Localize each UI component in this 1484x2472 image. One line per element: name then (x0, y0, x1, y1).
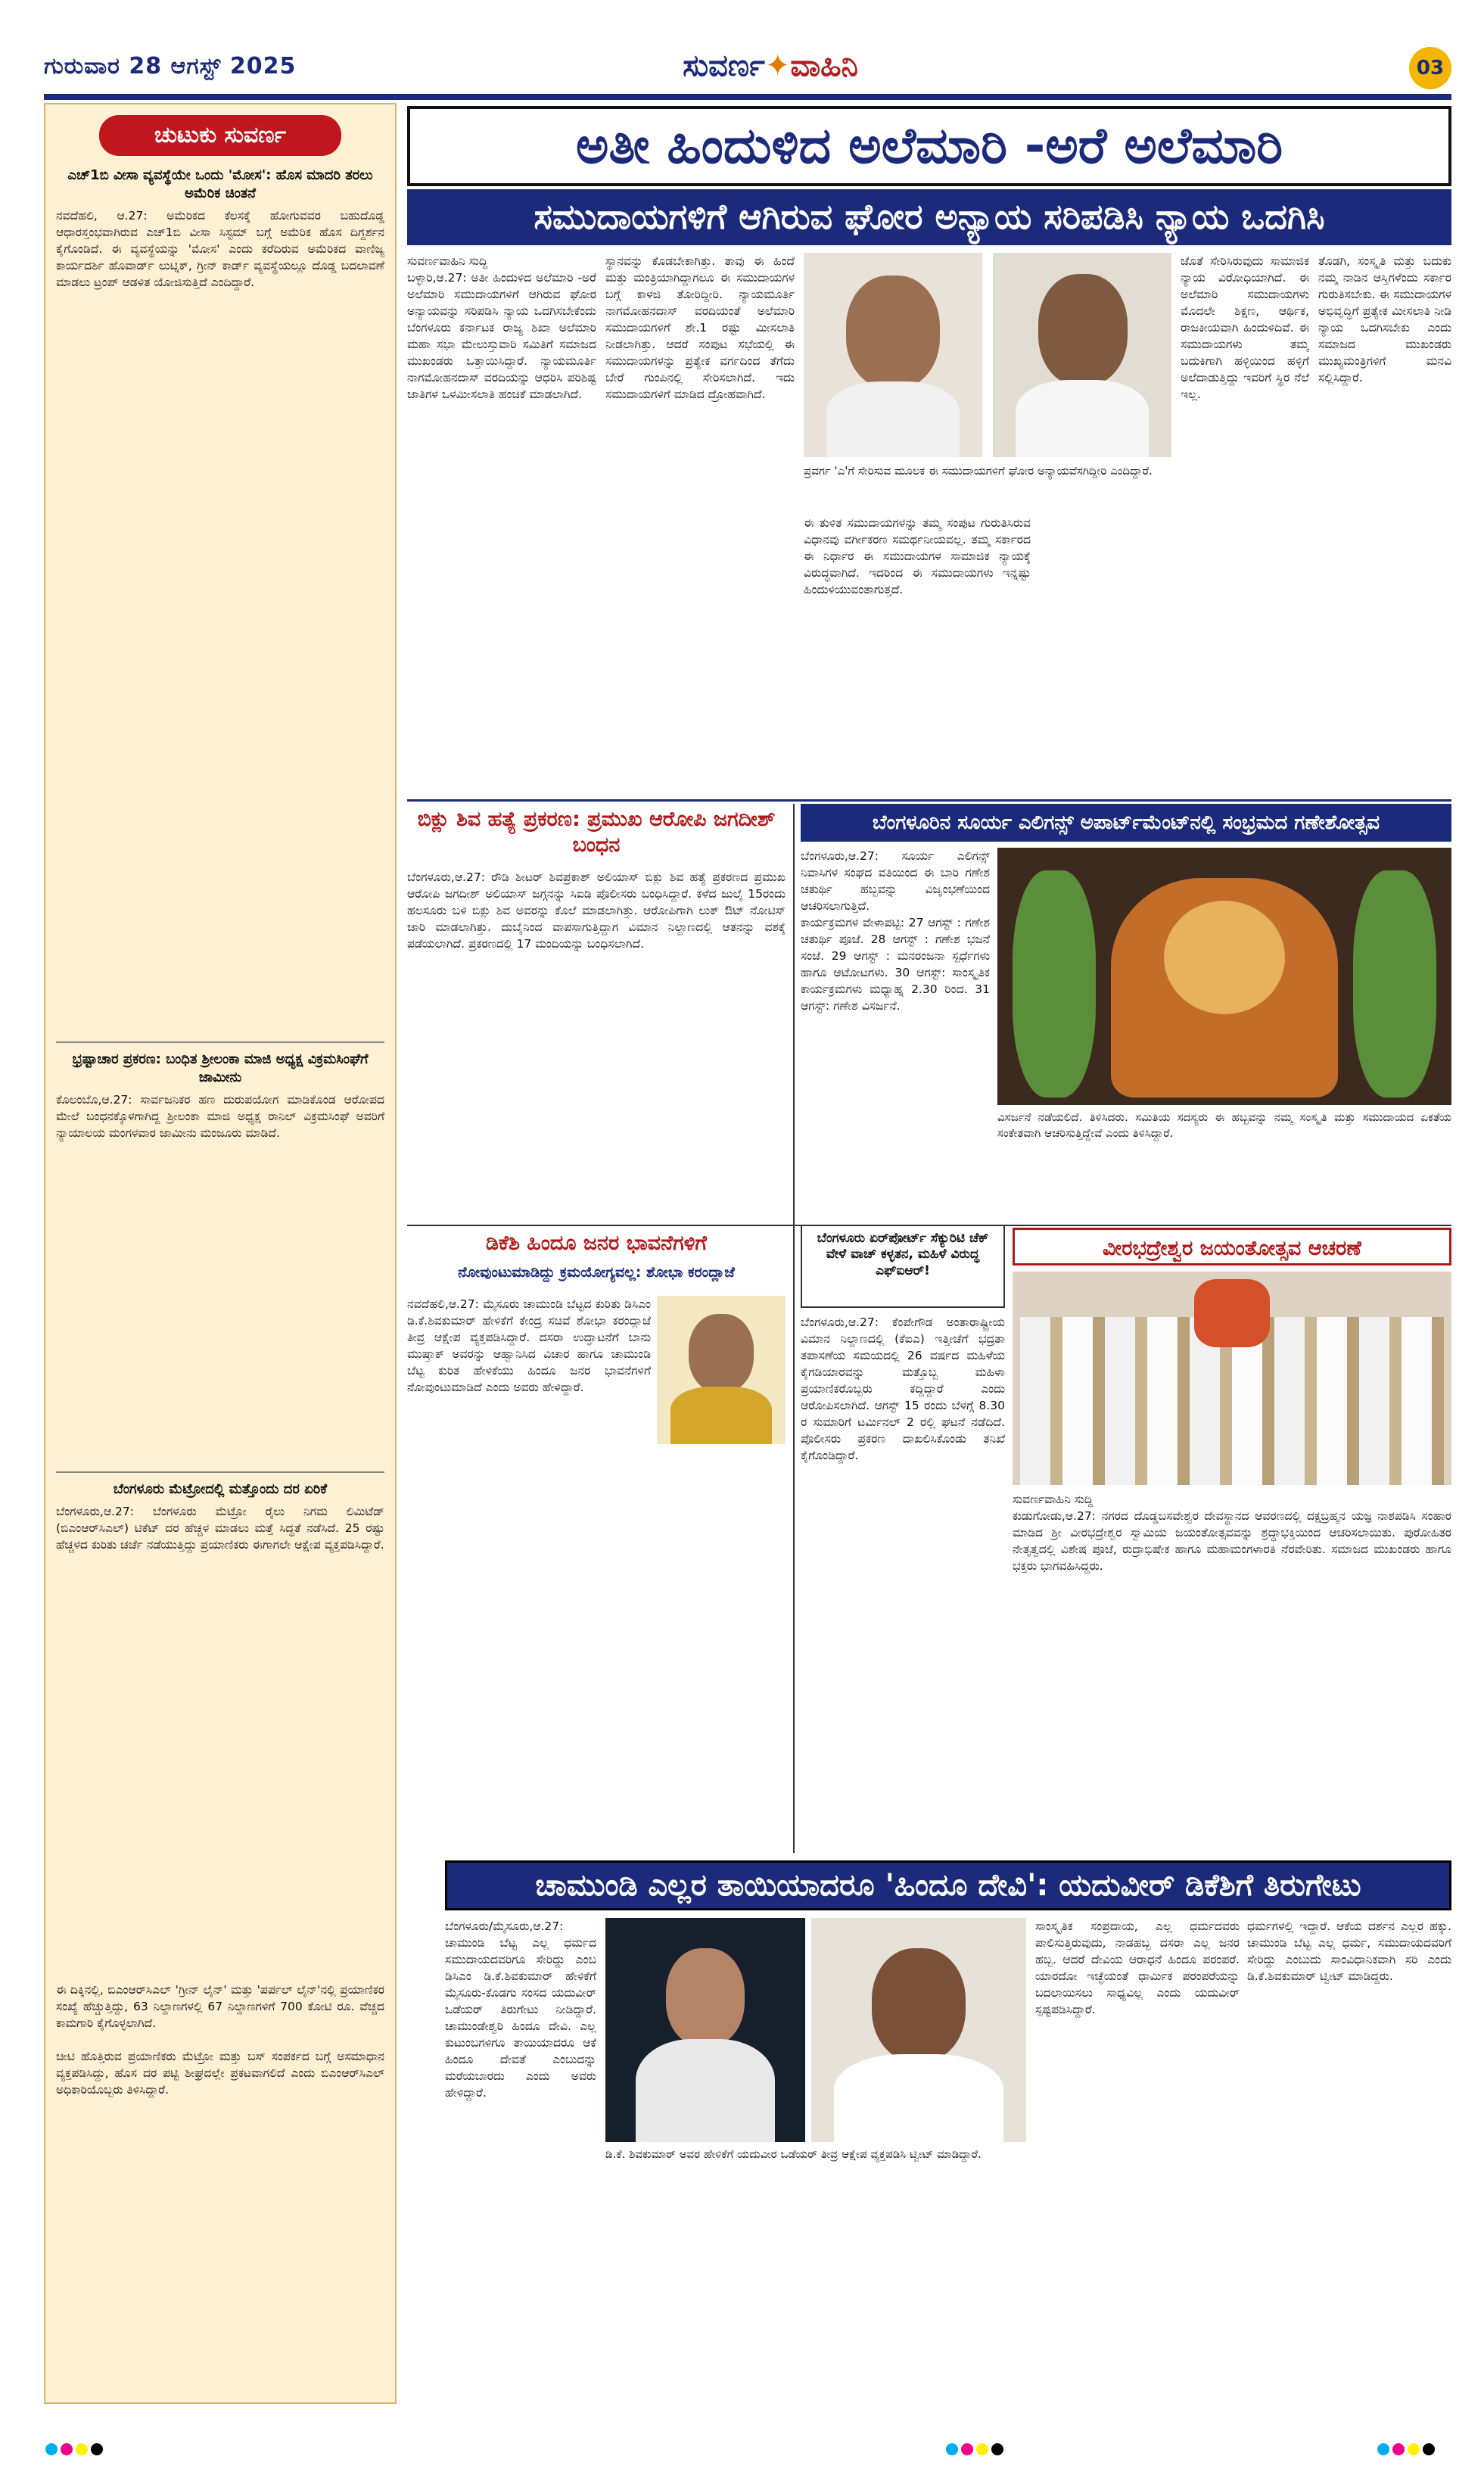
section-rule (407, 799, 1451, 802)
divider (56, 1041, 384, 1043)
left-article-1-headline: ಎಚ್‌1ಬಿ ವೀಸಾ ವ್ಯವಸ್ಥೆಯೇ ಒಂದು 'ಮೋಸ': ಹೊಸ ಮಾದರಿ ತರಲು ಅಮೆರಿಕ ಚಿಂತನೆ (67, 167, 373, 201)
ganesha-body: ಬೆಂಗಳೂರು,ಆ.27: ಸೂರ್ಯ ಎಲಿಗನ್ಸ್ ನಿವಾಸಿಗಳ ಸಂಘದ ವತಿಯಿಂದ ಈ ಬಾರಿ ಗಣೇಶ ಚತುರ್ಥಿ ಹಬ್ಬವನ್ನು ವಿಜೃಂಭಣೆಯಿಂದ ಆಚರಿಸಲಾಗುತ್ತಿದೆ. ಕಾರ್ಯಕ್ರಮಗಳ ವೇಳಾಪಟ್ಟಿ: 27 ಆಗಸ್ಟ್ : ಗಣೇಶ ಚತುರ್ಥಿ ಪೂಜೆ. 28 ಆಗಸ್ಟ್ : ಗಣೇಶ ಭಜನೆ ಸಂಜೆ. 29 ಆಗಸ್ಟ್ : ಮನರಂಜನಾ ಸ್ಪರ್ಧೆಗಳು ಹಾಗೂ ಆಟೋಟಗಳು. 30 ಆಗಸ್ಟ್: ಸಾಂಸ್ಕೃತಿಕ ಕಾರ್ಯಕ್ರಮಗಳು ಮಧ್ಯಾಹ್ನ 2.30 ರಿಂದ. 31 ಆಗಸ್ಟ್: ಗಣೇಶ ವಿಸರ್ಜನೆ. (801, 849, 990, 1013)
divider (56, 1471, 384, 1473)
shiva-case-body: ಬೆಂಗಳೂರು,ಆ.27: ರೌಡಿ ಶೀಟರ್ ಶಿವಪ್ರಕಾಶ್ ಅಲಿಯಾಸ್ ಬಿಕ್ಲು ಶಿವ ಹತ್ಯೆ ಪ್ರಕರಣದ ಪ್ರಮುಖ ಆರೋಪಿ ಜಗದೀಶ್ ಅಲಿಯಾಸ್ ಜಗ್ಗನನ್ನು ಸಿಐಡಿ ಪೊಲೀಸರು ಬಂಧಿಸಿದ್ದಾರೆ. ಕಳೆದ ಜುಲೈ 15ರಂದು ಹಲಸೂರು ಬಳಿ ಬಿಕ್ಲು ಶಿವ ಅವರನ್ನು ಕೊಲೆ ಮಾಡಲಾಗಿತ್ತು. ಆರೋಪಿಗಾಗಿ ಲುಕ್ ಔಟ್ ನೋಟಿಸ್ ಜಾರಿ ಮಾಡಲಾಗಿತ್ತು. ದುಬೈನಿಂದ ವಾಪಸಾಗುತ್ತಿದ್ದಾಗ ವಿಮಾನ ನಿಲ್ದಾಣದಲ್ಲಿ ಆತನನ್ನು ವಶಕ್ಕೆ ಪಡೆಯಲಾಗಿದೆ. ಪ್ರಕರಣದಲ್ಲಿ 17 ಮಂದಿಯನ್ನು ಬಂಧಿಸಲಾಗಿದೆ. (407, 870, 786, 951)
cyan-dot-icon (946, 2443, 958, 2455)
airport-headline: ಬೆಂಗಳೂರು ಏರ್‌ಪೋರ್ಟ್ ಸೆಕ್ಯುರಿಟಿ ಚೆಕ್ ವೇಳೆ ವಾಚ್ ಕಳ್ಳತನ, ಮಹಿಳೆ ವಿರುದ್ಧ ಎಫ್‌ಐಆರ್! (801, 1225, 1005, 1308)
main-column-2: ಸ್ಥಾನವನ್ನು ಕೊಡಬೇಕಾಗಿತ್ತು. ತಾವು ಈ ಹಿಂದೆ ಮತ್ತು ಮಂತ್ರಿಯಾಗಿದ್ದಾಗಲೂ ಈ ಸಮುದಾಯಗಳ ಬಗ್ಗೆ ಕಾಳಜಿ ತೋರಿದ್ದೀರಿ. ನ್ಯಾಯಮೂರ್ತಿ ನಾಗಮೋಹನದಾಸ್ ವರದಿಯಂತೆ ಅಲೆಮಾರಿ ಸಮುದಾಯಗಳಿಗೆ ಶೇ.1 ರಷ್ಟು ಮೀಸಲಾತಿ ನೀಡಲಾಗಿತ್ತು. ಆದರೆ ಸಂಪುಟ ಸಭೆಯಲ್ಲಿ ಈ ಸಮುದಾಯಗಳನ್ನು ಪ್ರತ್ಯೇಕ ವರ್ಗದಿಂದ ತೆಗೆದು ಬೇರೆ ಗುಂಪಿನಲ್ಲಿ ಸೇರಿಸಲಾಗಿದೆ. ಇದು ಸಮುದಾಯಗಳಿಗೆ ಮಾಡಿದ ದ್ರೋಹವಾಗಿದೆ. (605, 254, 795, 401)
deity-icon (1194, 1279, 1270, 1347)
left-article-3-headline: ಬೆಂಗಳೂರು ಮೆಟ್ರೋದಲ್ಲಿ ಮತ್ತೊಂದು ದರ ಏರಿಕೆ (113, 1481, 328, 1497)
bottom-headline: ಚಾಮುಂಡಿ ಎಲ್ಲರ ತಾಯಿಯಾದರೂ 'ಹಿಂದೂ ದೇವಿ': ಯದುವೀರ್ ಡಿಕೆಶಿಗೆ ತಿರುಗೇಟು (445, 1860, 1451, 1910)
masthead (44, 47, 1451, 94)
column-divider (793, 804, 795, 1853)
black-dot-icon (991, 2443, 1003, 2455)
main-column-3: ಈ ತುಳಿತ ಸಮುದಾಯಗಳನ್ನು ತಮ್ಮ ಸಂಪುಟ ಗುರುತಿಸಿರುವ ವಿಧಾನವು ವರ್ಗೀಕರಣ ಸಮರ್ಥನೀಯವಲ್ಲ. ತಮ್ಮ ಸರ್ಕಾರದ ಈ ನಿರ್ಧಾರ ಈ ಸಮುದಾಯಗಳ ಸಾಮಾಜಿಕ ನ್ಯಾಯಕ್ಕೆ ವಿರುದ್ಧವಾಗಿದೆ. ಇದರಿಂದ ಈ ಸಮುದಾಯಗಳು ಇನ್ನಷ್ಟು ಹಿಂದುಳಿಯುವಂತಾಗುತ್ತದೆ. (804, 516, 1031, 596)
left-article-2-body: ಕೊಲಂಬೊ,ಆ.27: ಸಾರ್ವಜನಿಕರ ಹಣ ದುರುಪಯೋಗ ಮಾಡಿಕೊಂಡ ಆರೋಪದ ಮೇಲೆ ಬಂಧನಕ್ಕೊಳಗಾಗಿದ್ದ ಶ್ರೀಲಂಕಾ ಮಾಜಿ ಅಧ್ಯಕ್ಷ ರಾನಿಲ್ ವಿಕ್ರಮಸಿಂಘೆ ಅವರಿಗೆ ನ್ಯಾಯಾಲಯ ಮಂಗಳವಾರ ಜಾಮೀನು ಮಂಜೂರು ಮಾಡಿದೆ. (56, 1093, 384, 1140)
main-column-4: ಜೊತೆ ಸೇರಿಸಿರುವುದು ಸಾಮಾಜಿಕ ನ್ಯಾಯ ವಿರೋಧಿಯಾಗಿದೆ. ಈ ಅಲೆಮಾರಿ ಸಮುದಾಯಗಳು ಮೊದಲೇ ಶಿಕ್ಷಣ, ಆರ್ಥಿಕ, ರಾಜಕೀಯವಾಗಿ ಹಿಂದುಳಿದಿವೆ. ಈ ಸಮುದಾಯಗಳು ತಮ್ಮ ಬದುಕಿಗಾಗಿ ಹಳ್ಳಿಯಿಂದ ಹಳ್ಳಿಗೆ ಅಲೆದಾಡುತ್ತಿದ್ದು ಇವರಿಗೆ ಸ್ಥಿರ ನೆಲೆ ಇಲ್ಲ. (1181, 254, 1309, 401)
bottom-column-2 (605, 2186, 810, 2440)
veera-headline: ವೀರಭದ್ರೇಶ್ವರ ಜಯಂತೋತ್ಸವ ಆಚರಣೆ (1013, 1228, 1451, 1266)
black-dot-icon (1423, 2443, 1435, 2455)
issue-date: ಗುರುವಾರ 28 ಆಗಸ್ಟ್ 2025 (44, 53, 297, 79)
main-headline: ಅತೀ ಹಿಂದುಳಿದ ಅಲೆಮಾರಿ -ಅರೆ ಅಲೆಮಾರಿ (407, 106, 1451, 186)
main-photo-caption: ಪ್ರವರ್ಗ 'ಎ'ಗೆ ಸೇರಿಸುವ ಮೂಲಕ ಈ ಸಮುದಾಯಗಳಿಗೆ ಘೋರ ಅನ್ಯಾಯವೆಸಗಿದ್ದೀರಿ ಎಂದಿದ್ದಾರೆ. (804, 464, 1153, 478)
yaduveer-photo (605, 1918, 805, 2142)
veera-body: ಸುವರ್ಣವಾಹಿನಿ ಸುದ್ದಿ ಕುಡುಗೋಡು,ಆ.27: ನಗರದ ದೊಡ್ಡಬಸವೇಶ್ವರ ದೇವಸ್ಥಾನದ ಆವರಣದಲ್ಲಿ ದಕ್ಷಬ್ರಹ್ಮನ ಯಜ್ಞ ನಾಶಪಡಿಸಿ ಸಂಹಾರ ಮಾಡಿದ ಶ್ರೀ ವೀರಭದ್ರೇಶ್ವರ ಸ್ವಾಮಿಯ ಜಯಂತೋತ್ಸವವನ್ನು ಶ್ರದ್ಧಾಭಕ್ತಿಯಿಂದ ಆಚರಿಸಲಾಯಿತು. ಪುರೋಹಿತರ ನೇತೃತ್ವದಲ್ಲಿ ವಿಶೇಷ ಪೂಜೆ, ರುದ್ರಾಭಿಷೇಕ ಹಾಗೂ ಮಹಾಮಂಗಳಾರತಿ ನೆರವೇರಿತು. ಸಮಾಜದ ಮುಖಂಡರು ಹಾಗೂ ಭಕ್ತರು ಭಾಗವಹಿಸಿದ್ದರು. (1013, 1493, 1451, 1573)
left-article-4-body: ಈ ದಿಕ್ಕಿನಲ್ಲಿ, ಬಿಎಂಆರ್‌ಸಿಎಲ್ 'ಗ್ರೀನ್ ಲೈನ್' ಮತ್ತು 'ಪರ್ಪಲ್ ಲೈನ್'ನಲ್ಲಿ ಪ್ರಯಾಣಿಕರ ಸಂಖ್ಯೆ ಹೆಚ್ಚುತ್ತಿದ್ದು, 63 ನಿಲ್ದಾಣಗಳಲ್ಲಿ 67 ನಿಲ್ದಾಣಗಳಿಗೆ 700 ಕೋಟಿ ರೂ. ವೆಚ್ಚದ ಕಾಮಗಾರಿ ಕೈಗೊಳ್ಳಲಾಗಿದೆ. ಚೀಟಿ ಹೊತ್ತಿರುವ ಪ್ರಯಾಣಿಕರು ಮೆಟ್ರೋ ಮತ್ತು ಬಸ್ ಸಂಪರ್ಕದ ಬಗ್ಗೆ ಅಸಮಾಧಾನ ವ್ಯಕ್ತಪಡಿಸಿದ್ದು, ಹೊಸ ದರ ಪಟ್ಟಿ ಶೀಘ್ರದಲ್ಲೇ ಪ್ರಕಟವಾಗಲಿದೆ ಎಂದು ಬಿಎಂಆರ್‌ಸಿಎಲ್ ಅಧಿಕಾರಿಯೊಬ್ಬರು ತಿಳಿಸಿದ್ದಾರೆ. (56, 1983, 384, 2097)
portrait-icon (666, 1948, 745, 2047)
decoration-shape (1013, 870, 1096, 1097)
idol-face-shape (1164, 901, 1285, 1014)
shirt-shape (834, 2054, 1003, 2142)
brand-logo-icon: ✦ (764, 48, 791, 83)
newspaper-brand (604, 48, 937, 91)
dk-headline: ಡಿಕೆಶಿ ಹಿಂದೂ ಜನರ ಭಾವನೆಗಳಿಗೆ (485, 1231, 708, 1255)
leader-photo-1 (804, 253, 982, 457)
portrait-icon (846, 276, 940, 389)
ganesha-caption: ವಿಸರ್ಜನೆ ನಡೆಯಲಿದೆ. ತಿಳಿಸಿದರು. ಸಮಿತಿಯ ಸದಸ್ಯರು ಈ ಹಬ್ಬವನ್ನು ನಮ್ಮ ಸಂಸ್ಕೃತಿ ಮತ್ತು ಸಮುದಾಯದ ಏಕತೆಯ ಸಂಕೇತವಾಗಿ ಆಚರಿಸುತ್ತಿದ್ದೇವೆ ಎಂದು ತಿಳಿಸಿದ್ದಾರೆ. (997, 1110, 1451, 1140)
leader-photo-2 (993, 253, 1171, 457)
dk-body: ನವದೆಹಲಿ,ಆ.27: ಮೈಸೂರು ಚಾಮುಂಡಿ ಬೆಟ್ಟದ ಕುರಿತು ಡಿಸಿಎಂ ಡಿ.ಕೆ.ಶಿವಕುಮಾರ್ ಹೇಳಿಕೆಗೆ ಕೇಂದ್ರ ಸಚಿವೆ ಶೋಭಾ ಕರಂದ್ಲಾಜೆ ತೀವ್ರ ಆಕ್ಷೇಪ ವ್ಯಕ್ತಪಡಿಸಿದ್ದಾರೆ. ದಸರಾ ಉದ್ಘಾಟನೆಗೆ ಬಾನು ಮುಷ್ತಾಕ್ ಅವರನ್ನು ಆಹ್ವಾನಿಸಿದ ವಿಚಾರ ಹಾಗೂ ಚಾಮುಂಡಿ ಬೆಟ್ಟ ಕುರಿತ ಹೇಳಿಕೆಯು ಹಿಂದೂ ಜನರ ಭಾವನೆಗಳಿಗೆ ನೋವುಂಟುಮಾಡಿದೆ ಎಂದು ಅವರು ಹೇಳಿದ್ದಾರೆ. (407, 1297, 651, 1394)
left-article-2-headline: ಭ್ರಷ್ಟಾಚಾರ ಪ್ರಕರಣ: ಬಂಧಿತ ಶ್ರೀಲಂಕಾ ಮಾಜಿ ಅಧ್ಯಕ್ಷ ವಿಕ್ರಮಸಿಂಘೆಗೆ ಜಾಮೀನು (72, 1051, 369, 1085)
main-column-3b (1038, 515, 1171, 795)
yellow-dot-icon (1408, 2443, 1420, 2455)
dk-subheadline: ನೋವುಂಟುಮಾಡಿದ್ದು ಕ್ರಮಯೋಗ್ಯವಲ್ಲ: ಶೋಭಾ ಕರಂದ್ಲಾಜೆ (458, 1264, 735, 1281)
registration-marks (946, 2443, 1003, 2455)
bottom-column-4: ಧರ್ಮಗಳಲ್ಲಿ ಇದ್ದಾರೆ. ಆಕೆಯ ದರ್ಶನ ಎಲ್ಲರ ಹಕ್ಕು. ಚಾಮುಂಡಿ ಬೆಟ್ಟ ಎಲ್ಲ ಧರ್ಮ, ಸಮುದಾಯದವರಿಗೆ ಸೇರಿದ್ದು ಎಂಬುದು ಸಾಂವಿಧಾನಿಕವಾಗಿ ಸರಿ ಎಂದು ಡಿ.ಕೆ.ಶಿವಕುಮಾರ್ ಟ್ವೀಟ್ ಮಾಡಿದ್ದರು. (1247, 1919, 1451, 1983)
registration-marks (1377, 2443, 1435, 2455)
portrait-icon (1038, 274, 1128, 386)
registration-marks (45, 2443, 103, 2455)
bottom-photo-caption: ಡಿ.ಕೆ. ಶಿವಕುಮಾರ್ ಅವರ ಹೇಳಿಕೆಗೆ ಯದುವೀರ ಒಡೆಯರ್ ತೀವ್ರ ಆಕ್ಷೇಪ ವ್ಯಕ್ತಪಡಿಸಿ ಟ್ವೀಟ್ ಮಾಡಿದ್ದಾರೆ. (605, 2147, 982, 2161)
veera-group-photo (1013, 1272, 1451, 1485)
main-column-5: ತೊಡಗಿ, ಸಂಸ್ಕೃತಿ ಮತ್ತು ಬದುಕು ನಮ್ಮ ನಾಡಿನ ಆಸ್ತಿಗಳೆಂದು ಸರ್ಕಾರ ಗುರುತಿಸಬೇಕು. ಈ ಸಮುದಾಯಗಳ ಅಭಿವೃದ್ಧಿಗೆ ಪ್ರತ್ಯೇಕ ಮೀಸಲಾತಿ ನೀಡಿ ನ್ಯಾಯ ಒದಗಿಸಬೇಕು ಎಂದು ಸಮಾಜದ ಮುಖಂಡರು ಮುಖ್ಯಮಂತ್ರಿಗಳಿಗೆ ಮನವಿ ಸಲ್ಲಿಸಿದ್ದಾರೆ. (1318, 254, 1451, 384)
black-dot-icon (91, 2443, 103, 2455)
decoration-shape (1353, 870, 1436, 1097)
main-subheadline: ಸಮುದಾಯಗಳಿಗೆ ಆಗಿರುವ ಘೋರ ಅನ್ಯಾಯ ಸರಿಪಡಿಸಿ ನ್ಯಾಯ ಒದಗಿಸಿ (407, 189, 1451, 245)
dk-shivakumar-photo (811, 1918, 1026, 2142)
cyan-dot-icon (45, 2443, 58, 2455)
brand-part-1: ಸುವರ್ಣ (683, 48, 765, 83)
brand-part-2: ವಾಹಿನಿ (790, 48, 858, 83)
left-article-1-body: ನವದೆಹಲಿ, ಆ.27: ಅಮೆರಿಕದ ಕೆಲಸಕ್ಕೆ ಹೋಗುವವರ ಬಹುದೊಡ್ಡ ಆಧಾರಸ್ತಂಭವಾಗಿರುವ ಎಚ್‌1ಬಿ ವೀಸಾ ಸಿಸ್ಟಮ್ ಬಗ್ಗೆ ಅಮೆರಿಕ ಹೊಸ ದಿಗ್ದರ್ಶನ ಕೈಗೊಂಡಿದೆ. ಈ ವ್ಯವಸ್ಥೆಯನ್ನು 'ಮೋಸ' ಎಂದು ಕರೆದಿರುವ ಅಮೆರಿಕದ ವಾಣಿಜ್ಯ ಕಾರ್ಯದರ್ಶಿ ಹೊವಾರ್ಡ್ ಲುಟ್ನಿಕ್, ಗ್ರೀನ್ ಕಾರ್ಡ್ ವ್ಯವಸ್ಥೆಯಲ್ಲೂ ದೊಡ್ಡ ಬದಲಾವಣೆ ಮಾಡಲು ಟ್ರಂಪ್ ಆಡಳಿತ ಯೋಜಿಸುತ್ತಿದೆ ಎಂದಿದ್ದಾರೆ. (56, 209, 384, 289)
airport-body: ಬೆಂಗಳೂರು,ಆ.27: ಕೆಂಪೇಗೌಡ ಅಂತಾರಾಷ್ಟ್ರೀಯ ವಿಮಾನ ನಿಲ್ದಾಣದಲ್ಲಿ (ಕೆಐಎ) ಇತ್ತೀಚೆಗೆ ಭದ್ರತಾ ತಪಾಸಣೆಯ ಸಮಯದಲ್ಲಿ 26 ವರ್ಷದ ಮಹಿಳೆಯ ಕೈಗಡಿಯಾರವನ್ನು ಮತ್ತೊಬ್ಬ ಮಹಿಳಾ ಪ್ರಯಾಣಿಕರೊಬ್ಬರು ಕದ್ದಿದ್ದಾರೆ ಎಂದು ಆರೋಪಿಸಲಾಗಿದೆ. ಆಗಸ್ಟ್ 15 ರಂದು ಬೆಳಗ್ಗೆ 8.30 ರ ಸುಮಾರಿಗೆ ಟರ್ಮಿನಲ್ 2 ರಲ್ಲಿ ಘಟನೆ ನಡೆದಿದೆ. ಪೊಲೀಸರು ಪ್ರಕರಣ ದಾಖಲಿಸಿಕೊಂಡು ತನಿಖೆ ಕೈಗೊಂಡಿದ್ದಾರೆ. (801, 1315, 1005, 1462)
shirt-shape (826, 381, 960, 457)
magenta-dot-icon (61, 2443, 73, 2455)
portrait-icon (872, 1948, 966, 2062)
portrait-icon (689, 1314, 754, 1393)
chutuku-column (44, 103, 397, 2404)
shirt-shape (1016, 380, 1149, 457)
ganesha-headline: ಬೆಂಗಳೂರಿನ ಸೂರ್ಯ ಎಲಿಗನ್ಸ್ ಅಪಾರ್ಟ್‌ಮೆಂಟ್‌ನಲ್ಲಿ ಸಂಭ್ರಮದ ಗಣೇಶೋತ್ಸವ (801, 804, 1451, 842)
shiva-case-headline: ಬಿಕ್ಲು ಶಿವ ಹತ್ಯೆ ಪ್ರಕರಣ: ಪ್ರಮುಖ ಆರೋಪಿ ಜಗದೀಶ್ ಬಂಧನ (417, 808, 776, 857)
magenta-dot-icon (961, 2443, 973, 2455)
cyan-dot-icon (1377, 2443, 1389, 2455)
left-article-3-body: ಬೆಂಗಳೂರು,ಆ.27: ಬೆಂಗಳೂರು ಮೆಟ್ರೋ ರೈಲು ನಿಗಮ ಲಿಮಿಟೆಡ್ (ಬಿಎಂಆರ್‌ಸಿಎಲ್) ಟಿಕೆಟ್ ದರ ಹೆಚ್ಚಳ ಮಾಡಲು ಮತ್ತೆ ಸಿದ್ಧತೆ ನಡೆಸಿದೆ. 25 ರಷ್ಟು ಹೆಚ್ಚಳದ ಕುರಿತು ಚರ್ಚೆ ನಡೆಯುತ್ತಿದ್ದು ಪ್ರಯಾಣಿಕರು ಈಗಾಗಲೇ ಆಕ್ಷೇಪ ವ್ಯಕ್ತಪಡಿಸಿದ್ದಾರೆ. (56, 1505, 384, 1552)
magenta-dot-icon (1392, 2443, 1405, 2455)
shobha-photo (657, 1296, 786, 1444)
chutuku-heading: ಚುಟುಕು ಸುವರ್ಣ (99, 115, 341, 156)
page-number: 03 (1409, 47, 1451, 89)
main-column-1: ಸುವರ್ಣವಾಹಿನಿ ಸುದ್ದಿ ಬಳ್ಳಾರಿ,ಆ.27: ಅತೀ ಹಿಂದುಳಿದ ಅಲೆಮಾರಿ -ಅರೆ ಅಲೆಮಾರಿ ಸಮುದಾಯಗಳಿಗೆ ಆಗಿರುವ ಘೋರ ಅನ್ಯಾಯವನ್ನು ಸರಿಪಡಿಸಿ ನ್ಯಾಯ ಒದಗಿಸಬೇಕೆಂದು ಬೆಂಗಳೂರು ಕರ್ನಾಟಕ ರಾಜ್ಯ ಶಿಖಾ ಅಲೆಮಾರಿ ಮಹಾ ಸಭಾ ಮೇಲುಸ್ತುವಾರಿ ಸಮಿತಿಗೆ ಸಮಾಜದ ಮುಖಂಡರು ಒತ್ತಾಯಿಸಿದ್ದಾರೆ. ನ್ಯಾಯಮೂರ್ತಿ ನಾಗಮೋಹನದಾಸ್ ವರದಿಯನ್ನು ಆಧರಿಸಿ ಪರಿಶಿಷ್ಟ ಜಾತಿಗಳ ಒಳಮೀಸಲಾತಿ ಹಂಚಿಕೆ ಮಾಡಲಾಗಿದೆ. (407, 254, 596, 401)
saree-shape (670, 1387, 772, 1444)
yellow-dot-icon (76, 2443, 88, 2455)
ganesha-photo (997, 848, 1451, 1105)
masthead-rule (44, 94, 1451, 100)
yellow-dot-icon (976, 2443, 988, 2455)
shirt-shape (636, 2039, 775, 2142)
bottom-column-3: ಸಾಂಸ್ಕೃತಿಕ ಸಂಪ್ರದಾಯ, ಎಲ್ಲ ಧರ್ಮದವರು ಪಾಲಿಸುತ್ತಿರುವುದು, ನಾಡಹಬ್ಬ ದಸರಾ ಎಲ್ಲ ಜನರ ಹಬ್ಬ. ಆದರೆ ದೇವಿಯ ಆರಾಧನೆ ಹಿಂದೂ ಪರಂಪರೆ. ಯಾರದೋ ಇಚ್ಛೆಯಂತೆ ಧಾರ್ಮಿಕ ಪರಂಪರೆಯನ್ನು ಬದಲಾಯಿಸಲು ಸಾಧ್ಯವಿಲ್ಲ ಎಂದು ಯದುವೀರ್ ಸ್ಪಷ್ಟಪಡಿಸಿದ್ದಾರೆ. (1035, 1919, 1240, 2016)
bottom-column-1: ಬೆಂಗಳೂರು/ಮೈಸೂರು,ಆ.27: ಚಾಮುಂಡಿ ಬೆಟ್ಟ ಎಲ್ಲ ಧರ್ಮದ ಸಮುದಾಯದವರಿಗೂ ಸೇರಿದ್ದು ಎಂಬ ಡಿಸಿಎಂ ಡಿ.ಕೆ.ಶಿವಕುಮಾರ್ ಹೇಳಿಕೆಗೆ ಮೈಸೂರು-ಕೊಡಗು ಸಂಸದ ಯದುವೀರ್ ಒಡೆಯರ್ ತಿರುಗೇಟು ನೀಡಿದ್ದಾರೆ. ಚಾಮುಂಡೇಶ್ವರಿ ಹಿಂದೂ ದೇವಿ. ಎಲ್ಲ ಕುಟುಂಬಗಳಿಗೂ ತಾಯಿಯಾದರೂ ಆಕೆ ಹಿಂದೂ ದೇವತೆ ಎಂಬುದನ್ನು ಮರೆಯಬಾರದು ಎಂದು ಅವರು ಹೇಳಿದ್ದಾರೆ. (445, 1919, 596, 2100)
